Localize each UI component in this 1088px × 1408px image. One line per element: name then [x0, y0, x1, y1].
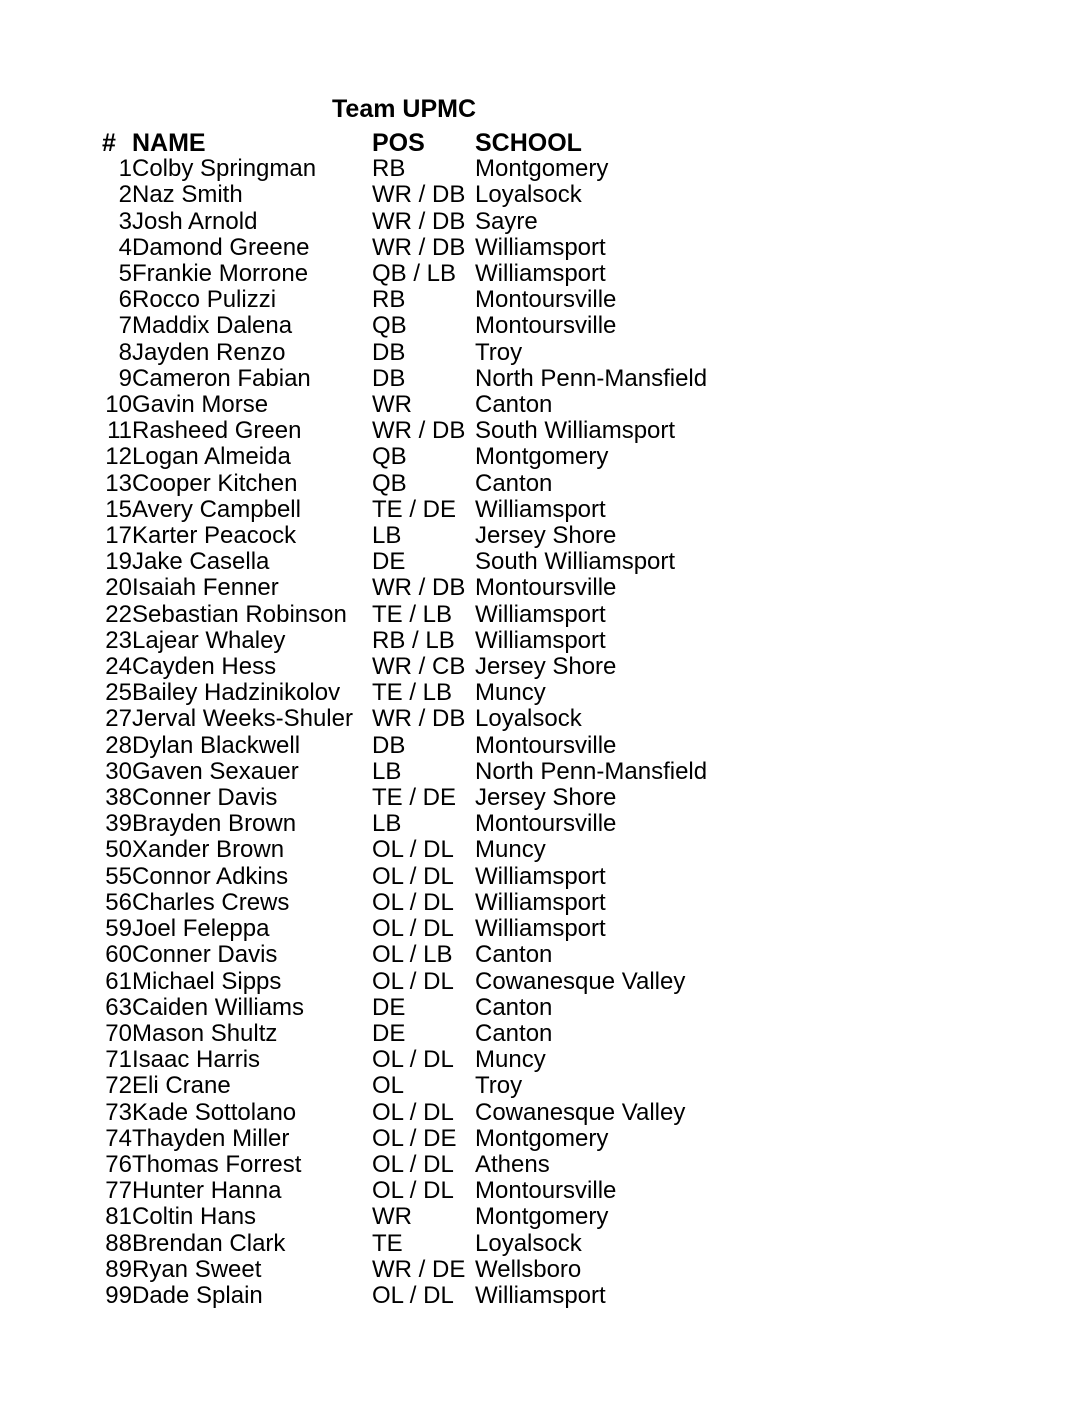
player-number: 19	[105, 548, 132, 576]
player-position: OL	[372, 1072, 405, 1100]
player-number: 2	[118, 181, 132, 209]
player-name: Ryan Sweet	[132, 1255, 262, 1283]
table-row	[86, 497, 707, 523]
table-row	[86, 890, 707, 916]
player-number: 8	[118, 338, 132, 366]
player-position: WR / DB	[372, 574, 466, 602]
player-name: Jerval Weeks-Shuler	[132, 705, 353, 733]
player-school: Canton	[475, 391, 553, 419]
table-row	[86, 654, 707, 680]
player-name: Cameron Fabian	[132, 364, 311, 392]
player-position: OL / DL	[372, 836, 454, 864]
table-row	[86, 811, 707, 837]
player-name: Josh Arnold	[132, 207, 258, 235]
table-row	[86, 1100, 707, 1126]
player-number: 77	[105, 1177, 132, 1205]
player-school: Williamsport	[475, 915, 606, 943]
player-school: Jersey Shore	[475, 653, 617, 681]
player-school: Williamsport	[475, 600, 606, 628]
table-row	[86, 680, 707, 706]
player-number: 99	[105, 1281, 132, 1309]
player-name: Lajear Whaley	[132, 626, 286, 654]
player-number: 3	[118, 207, 132, 235]
player-school: Williamsport	[475, 626, 606, 654]
player-position: DB	[372, 338, 406, 366]
player-position: RB / LB	[372, 626, 455, 654]
table-row	[86, 1204, 707, 1230]
table-row	[86, 261, 707, 287]
player-position: TE / LB	[372, 600, 453, 628]
player-position: LB	[372, 522, 402, 550]
player-number: 7	[118, 312, 132, 340]
player-name: Brayden Brown	[132, 810, 297, 838]
player-name: Dade Splain	[132, 1281, 263, 1309]
table-row	[86, 1126, 707, 1152]
player-school: North Penn-Mansfield	[475, 364, 708, 392]
table-row	[86, 523, 707, 549]
player-name: Conner Davis	[132, 941, 278, 969]
table-row	[86, 418, 707, 444]
player-name: Rasheed Green	[132, 417, 302, 445]
player-number: 20	[105, 574, 132, 602]
table-row	[86, 549, 707, 575]
player-number: 71	[105, 1046, 132, 1074]
table-row	[86, 1283, 707, 1309]
player-school: Montoursville	[475, 312, 617, 340]
column-header-position: POS	[372, 129, 425, 157]
player-name: Cayden Hess	[132, 653, 277, 681]
player-name: Logan Almeida	[132, 443, 291, 471]
player-number: 60	[105, 941, 132, 969]
table-row	[86, 1021, 707, 1047]
table-row	[86, 182, 707, 208]
player-number: 5	[118, 260, 132, 288]
player-position: QB	[372, 312, 407, 340]
player-school: Montgomery	[475, 155, 609, 183]
player-position: OL / DL	[372, 862, 454, 890]
player-number: 70	[105, 1019, 132, 1047]
player-number: 72	[105, 1072, 132, 1100]
player-name: Connor Adkins	[132, 862, 289, 890]
table-row	[86, 1178, 707, 1204]
player-school: Montoursville	[475, 731, 617, 759]
player-name: Hunter Hanna	[132, 1177, 282, 1205]
player-school: Canton	[475, 941, 553, 969]
table-row	[86, 287, 707, 313]
player-position: DE	[372, 1019, 406, 1047]
player-position: WR	[372, 1203, 412, 1231]
table-row	[86, 995, 707, 1021]
player-position: QB	[372, 443, 407, 471]
player-school: Wellsboro	[475, 1255, 582, 1283]
player-school: Williamsport	[475, 260, 606, 288]
player-number: 50	[105, 836, 132, 864]
player-position: OL / DL	[372, 1046, 454, 1074]
player-school: Williamsport	[475, 495, 606, 523]
player-position: QB	[372, 469, 407, 497]
player-name: Coltin Hans	[132, 1203, 257, 1231]
player-position: OL / DL	[372, 1150, 454, 1178]
table-row	[86, 313, 707, 339]
player-name: Sebastian Robinson	[132, 600, 347, 628]
table-header	[86, 130, 707, 156]
table-row	[86, 785, 707, 811]
player-school: South Williamsport	[475, 548, 676, 576]
player-school: North Penn-Mansfield	[475, 757, 708, 785]
player-position: OL / DL	[372, 967, 454, 995]
table-row	[86, 392, 707, 418]
player-school: Montgomery	[475, 1124, 609, 1152]
player-number: 9	[118, 364, 132, 392]
player-number: 25	[105, 679, 132, 707]
player-school: Montoursville	[475, 286, 617, 314]
column-header-name: NAME	[132, 129, 206, 157]
player-number: 39	[105, 810, 132, 838]
player-school: Montgomery	[475, 1203, 609, 1231]
player-school: Canton	[475, 1019, 553, 1047]
player-name: Maddix Dalena	[132, 312, 293, 340]
player-school: Troy	[475, 1072, 523, 1100]
player-school: Canton	[475, 993, 553, 1021]
player-number: 10	[105, 391, 132, 419]
player-number: 63	[105, 993, 132, 1021]
player-position: WR / DB	[372, 233, 466, 261]
player-name: Mason Shultz	[132, 1019, 278, 1047]
player-school: Troy	[475, 338, 523, 366]
player-name: Kade Sottolano	[132, 1098, 297, 1126]
player-number: 27	[105, 705, 132, 733]
player-name: Damond Greene	[132, 233, 310, 261]
player-name: Dylan Blackwell	[132, 731, 301, 759]
player-school: Cowanesque Valley	[475, 1098, 686, 1126]
table-row	[86, 706, 707, 732]
player-number: 6	[118, 286, 132, 314]
player-number: 73	[105, 1098, 132, 1126]
player-position: RB	[372, 286, 406, 314]
table-row	[86, 1231, 707, 1257]
table-row	[86, 864, 707, 890]
player-school: South Williamsport	[475, 417, 676, 445]
player-name: Caiden Williams	[132, 993, 305, 1021]
player-position: TE	[372, 1229, 403, 1257]
player-school: Athens	[475, 1150, 550, 1178]
player-number: 89	[105, 1255, 132, 1283]
player-name: Karter Peacock	[132, 522, 297, 550]
player-position: OL / LB	[372, 941, 453, 969]
column-header-number: #	[102, 129, 116, 157]
table-row	[86, 340, 707, 366]
player-position: WR / DB	[372, 417, 466, 445]
table-row	[86, 1047, 707, 1073]
player-position: OL / DL	[372, 888, 454, 916]
player-number: 88	[105, 1229, 132, 1257]
player-number: 76	[105, 1150, 132, 1178]
player-school: Cowanesque Valley	[475, 967, 686, 995]
player-name: Charles Crews	[132, 888, 290, 916]
player-position: DE	[372, 993, 406, 1021]
table-row	[86, 942, 707, 968]
table-body	[86, 156, 707, 1309]
player-school: Canton	[475, 469, 553, 497]
player-position: WR / DB	[372, 705, 466, 733]
roster-section	[86, 95, 886, 1309]
player-position: TE / DE	[372, 784, 457, 812]
player-school: Williamsport	[475, 888, 606, 916]
table-row	[86, 366, 707, 392]
player-number: 15	[105, 495, 132, 523]
player-school: Muncy	[475, 679, 546, 707]
player-school: Williamsport	[475, 233, 606, 261]
player-number: 4	[118, 233, 132, 261]
player-number: 1	[118, 155, 132, 183]
player-number: 11	[107, 417, 132, 445]
table-row	[86, 575, 707, 601]
player-name: Gavin Morse	[132, 391, 269, 419]
player-name: Brendan Clark	[132, 1229, 286, 1257]
player-school: Muncy	[475, 1046, 546, 1074]
player-number: 81	[105, 1203, 132, 1231]
player-name: Conner Davis	[132, 784, 278, 812]
player-name: Xander Brown	[132, 836, 285, 864]
player-position: LB	[372, 757, 402, 785]
player-number: 23	[105, 626, 132, 654]
table-row	[86, 471, 707, 497]
table-row	[86, 1257, 707, 1283]
player-number: 12	[105, 443, 132, 471]
player-position: WR / DE	[372, 1255, 466, 1283]
table-row	[86, 235, 707, 261]
player-name: Isaac Harris	[132, 1046, 261, 1074]
player-name: Michael Sipps	[132, 967, 282, 995]
column-header-school: SCHOOL	[475, 129, 582, 157]
player-name: Gaven Sexauer	[132, 757, 299, 785]
player-name: Thomas Forrest	[132, 1150, 302, 1178]
player-number: 59	[105, 915, 132, 943]
table-row	[86, 733, 707, 759]
page-title: Team UPMC	[332, 95, 477, 123]
player-position: WR / DB	[372, 207, 466, 235]
player-school: Williamsport	[475, 1281, 606, 1309]
player-position: DE	[372, 548, 406, 576]
player-name: Colby Springman	[132, 155, 317, 183]
table-row	[86, 444, 707, 470]
player-name: Frankie Morrone	[132, 260, 309, 288]
player-position: OL / DL	[372, 915, 454, 943]
table-row	[86, 209, 707, 235]
table-row	[86, 916, 707, 942]
player-position: TE / DE	[372, 495, 457, 523]
player-name: Eli Crane	[132, 1072, 231, 1100]
player-position: QB / LB	[372, 260, 457, 288]
player-number: 38	[105, 784, 132, 812]
player-position: LB	[372, 810, 402, 838]
player-number: 17	[105, 522, 132, 550]
player-position: WR / CB	[372, 653, 466, 681]
table-row	[86, 602, 707, 628]
player-number: 30	[105, 757, 132, 785]
player-position: OL / DL	[372, 1177, 454, 1205]
player-position: OL / DL	[372, 1281, 454, 1309]
table-row	[86, 156, 707, 182]
player-position: DB	[372, 364, 406, 392]
player-name: Thayden Miller	[132, 1124, 290, 1152]
player-name: Jayden Renzo	[132, 338, 286, 366]
player-school: Montgomery	[475, 443, 609, 471]
player-number: 22	[105, 600, 132, 628]
player-name: Rocco Pulizzi	[132, 286, 277, 314]
player-number: 13	[105, 469, 132, 497]
player-name: Cooper Kitchen	[132, 469, 298, 497]
player-name: Bailey Hadzinikolov	[132, 679, 341, 707]
table-row	[86, 1152, 707, 1178]
player-position: TE / LB	[372, 679, 453, 707]
player-name: Naz Smith	[132, 181, 243, 209]
table-header-row	[86, 130, 707, 156]
player-number: 28	[105, 731, 132, 759]
player-school: Montoursville	[475, 574, 617, 602]
player-school: Jersey Shore	[475, 522, 617, 550]
table-row	[86, 837, 707, 863]
player-name: Joel Feleppa	[132, 915, 270, 943]
player-position: WR	[372, 391, 412, 419]
player-school: Montoursville	[475, 1177, 617, 1205]
player-number: 56	[105, 888, 132, 916]
player-position: RB	[372, 155, 406, 183]
player-school: Jersey Shore	[475, 784, 617, 812]
roster-table	[86, 130, 707, 1309]
player-position: OL / DL	[372, 1098, 454, 1126]
player-name: Avery Campbell	[132, 495, 301, 523]
player-school: Loyalsock	[475, 1229, 582, 1257]
player-school: Sayre	[475, 207, 538, 235]
player-position: DB	[372, 731, 406, 759]
player-position: WR / DB	[372, 181, 466, 209]
player-number: 55	[105, 862, 132, 890]
player-number: 24	[105, 653, 132, 681]
player-position: OL / DE	[372, 1124, 457, 1152]
player-number: 61	[105, 967, 132, 995]
player-school: Loyalsock	[475, 705, 582, 733]
table-row	[86, 759, 707, 785]
table-row	[86, 1073, 707, 1099]
player-school: Williamsport	[475, 862, 606, 890]
table-row	[86, 969, 707, 995]
player-school: Loyalsock	[475, 181, 582, 209]
player-name: Isaiah Fenner	[132, 574, 279, 602]
player-school: Montoursville	[475, 810, 617, 838]
player-school: Muncy	[475, 836, 546, 864]
player-name: Jake Casella	[132, 548, 270, 576]
player-number: 74	[105, 1124, 132, 1152]
table-row	[86, 628, 707, 654]
